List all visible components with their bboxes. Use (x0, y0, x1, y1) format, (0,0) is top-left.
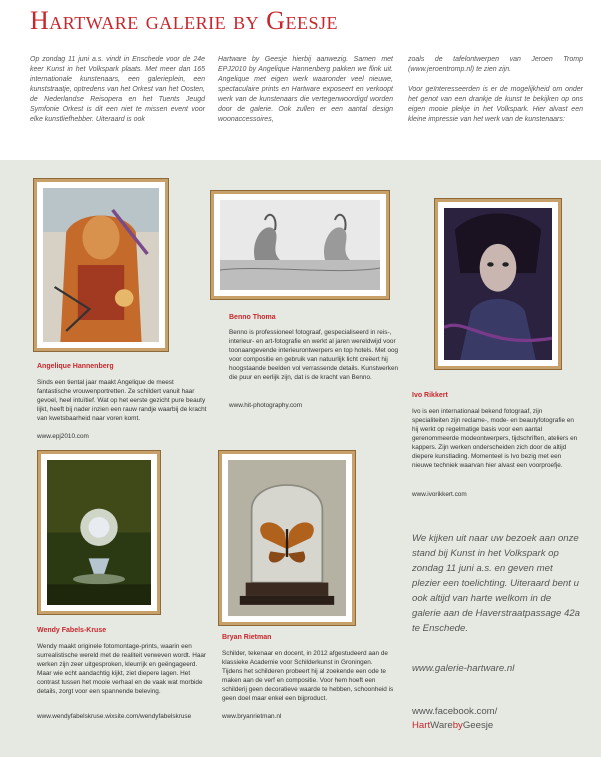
artwork-frame-bryan (218, 450, 356, 626)
intro-column-3 (408, 55, 583, 125)
artwork-frame-benno (210, 190, 390, 300)
artwork-bryan (228, 460, 346, 616)
artist-url-angelique[interactable]: www.epj2010.com (37, 433, 89, 440)
facebook-link-line1[interactable]: www.facebook.com/ (412, 706, 498, 717)
artwork-frame-angelique (33, 178, 169, 352)
artist-name-bryan: Bryan Rietman (222, 634, 272, 641)
artist-bio-ivo: Ivo is een internationaal bekend fotograaf, zijn specialiteiten zijn reclame-, mode- en beautyfotografie en hij werkt op regelmatige basis voor een aantal gerenommeerde modeontwerpers, tijdschriften, ateliers en kappers. Zijn werken onderscheiden zich door de altijd diepere kunstlading. Momenteel is Ivo bezig met een nieuwe techniek waarvan hier alvast een voorproefje. (412, 408, 578, 469)
artwork-wendy (47, 460, 151, 605)
artwork-angelique (43, 188, 159, 342)
intro-column-3b: Voor geïnteresseerden is er de mogelijkheid om onder het genot van een drankje de kunst te bekijken op ons eigen mooie plekje in het Volkspark. Hier alvast een kleine impressie van het werk van de kunstenaars: (408, 86, 583, 123)
artist-url-benno[interactable]: www.hit-photography.com (229, 402, 303, 409)
artist-name-benno: Benno Thoma (229, 314, 276, 321)
artwork-ivo (444, 208, 552, 360)
artwork-benno (220, 200, 380, 290)
facebook-mid-ware: Ware (430, 720, 453, 731)
closing-text: We kijken uit naar uw bezoek aan onze stand bij Kunst in het Volkspark op zondag 11 juni a.s. en geven met plezier een toelichting. Uiteraard bent u ook altijd van harte welkom in de galerie aan de Haverstraatpassage 42a te Enschede. (412, 533, 581, 634)
artist-name-angelique: Angelique Hannenberg (37, 363, 114, 370)
artist-name-ivo: Ivo Rikkert (412, 392, 448, 399)
facebook-end-geesje: Geesje (462, 720, 494, 731)
artist-bio-wendy: Wendy maakt originele fotomontage-prints, waarin een surrealistische wereld met de realiteit verweven wordt. Haar werken zijn zeer uitgesproken, kleurrijk en geëngageerd. Maar wie echt aandachtig kijkt, ziet diepere lagen. Het contrast tussen het mooie verhaal en de vaak wat morbide details, zorgt voor een spannende beleving. (37, 643, 207, 695)
artist-bio-angelique: Sinds een tiental jaar maakt Angelique de meest fantastische vrouwenportretten. Ze schildert vanuit haar gevoel, heel intuïtief. Wat op het eerste gezicht pure beauty lijkt, heeft bij nader inzien een rauw randje waarbij de kracht van kwetsbaarheid naar voren komt. (37, 379, 207, 422)
gallery-website-link[interactable]: www.galerie-hartware.nl (412, 663, 515, 674)
artwork-frame-ivo (434, 198, 562, 370)
intro-column-1: Op zondag 11 juni a.s. vindt in Enschede voor de 24e keer Kunst in het Volkspark plaats. Met meer dan 165 internationale kunstenaars, een galerieplein, een kunststraatje, optredens van het Orkest van het Oosten, de Nederlandse Reisopera en het Tuents Jeugd Symfonie Orkest is dit een niet te missen event voor elke kunstliefhebber. Uiteraard is ook (30, 56, 205, 123)
artist-name-wendy: Wendy Fabels-Kruse (37, 627, 107, 634)
artist-bio-benno: Benno is professioneel fotograaf, gespecialiseerd in reis-, interieur- en art-fotografie en werkt al jaren wereldwijd voor toonaangevende interieurontwerpers en top hotels. Met oog voor compositie en gebruik van natuurlijk licht creëert hij hoogstaande beelden vol verrassende details. Kunstwerken die puur en eerlijk zijn, dat is de kracht van Benno. (229, 329, 399, 381)
artist-url-ivo[interactable]: www.ivorikkert.com (412, 491, 467, 498)
artist-url-bryan[interactable]: www.bryanrietman.nl (222, 713, 282, 720)
artist-url-wendy[interactable]: www.wendyfabelskruse.wixsite.com/wendyfabelskruse (37, 713, 192, 720)
intro-column-3a: zoals de tafelontwerpen van Jeroen Tromp (www.jeroentromp.nl) te zien zijn. (408, 56, 583, 73)
artwork-frame-wendy (37, 450, 161, 615)
facebook-link-line2[interactable] (412, 720, 493, 731)
facebook-hl-by: by (452, 720, 463, 731)
artist-bio-bryan: Schilder, tekenaar en docent, in 2012 afgestudeerd aan de klassieke Academie voor Schilderkunst in Groningen. Tijdens het schilderen probeert hij al zoekende een ode te maken aan de verf en compositie. Voor hem hoeft een schilderij geen decoratieve waarde te hebben, schoonheid is geen doel maar enkel een bijproduct. (222, 650, 394, 702)
page-title: Hartware galerie by Geesje (30, 6, 338, 35)
facebook-hl-hart: Hart (412, 720, 431, 731)
intro-column-2: Hartware by Geesje hierbij aanwezig. Samen met EPJ2010 by Angelique Hannenberg pakken we flink uit. Angelique met eigen werk waaronder veel nieuwe, spectaculaire prints en Hartware exposeert en verkoopt werk van de kunstenaars die vertegenwoordigd worden door de galerie. Ook zullen er een aantal design woonaccessoires, (218, 56, 393, 123)
